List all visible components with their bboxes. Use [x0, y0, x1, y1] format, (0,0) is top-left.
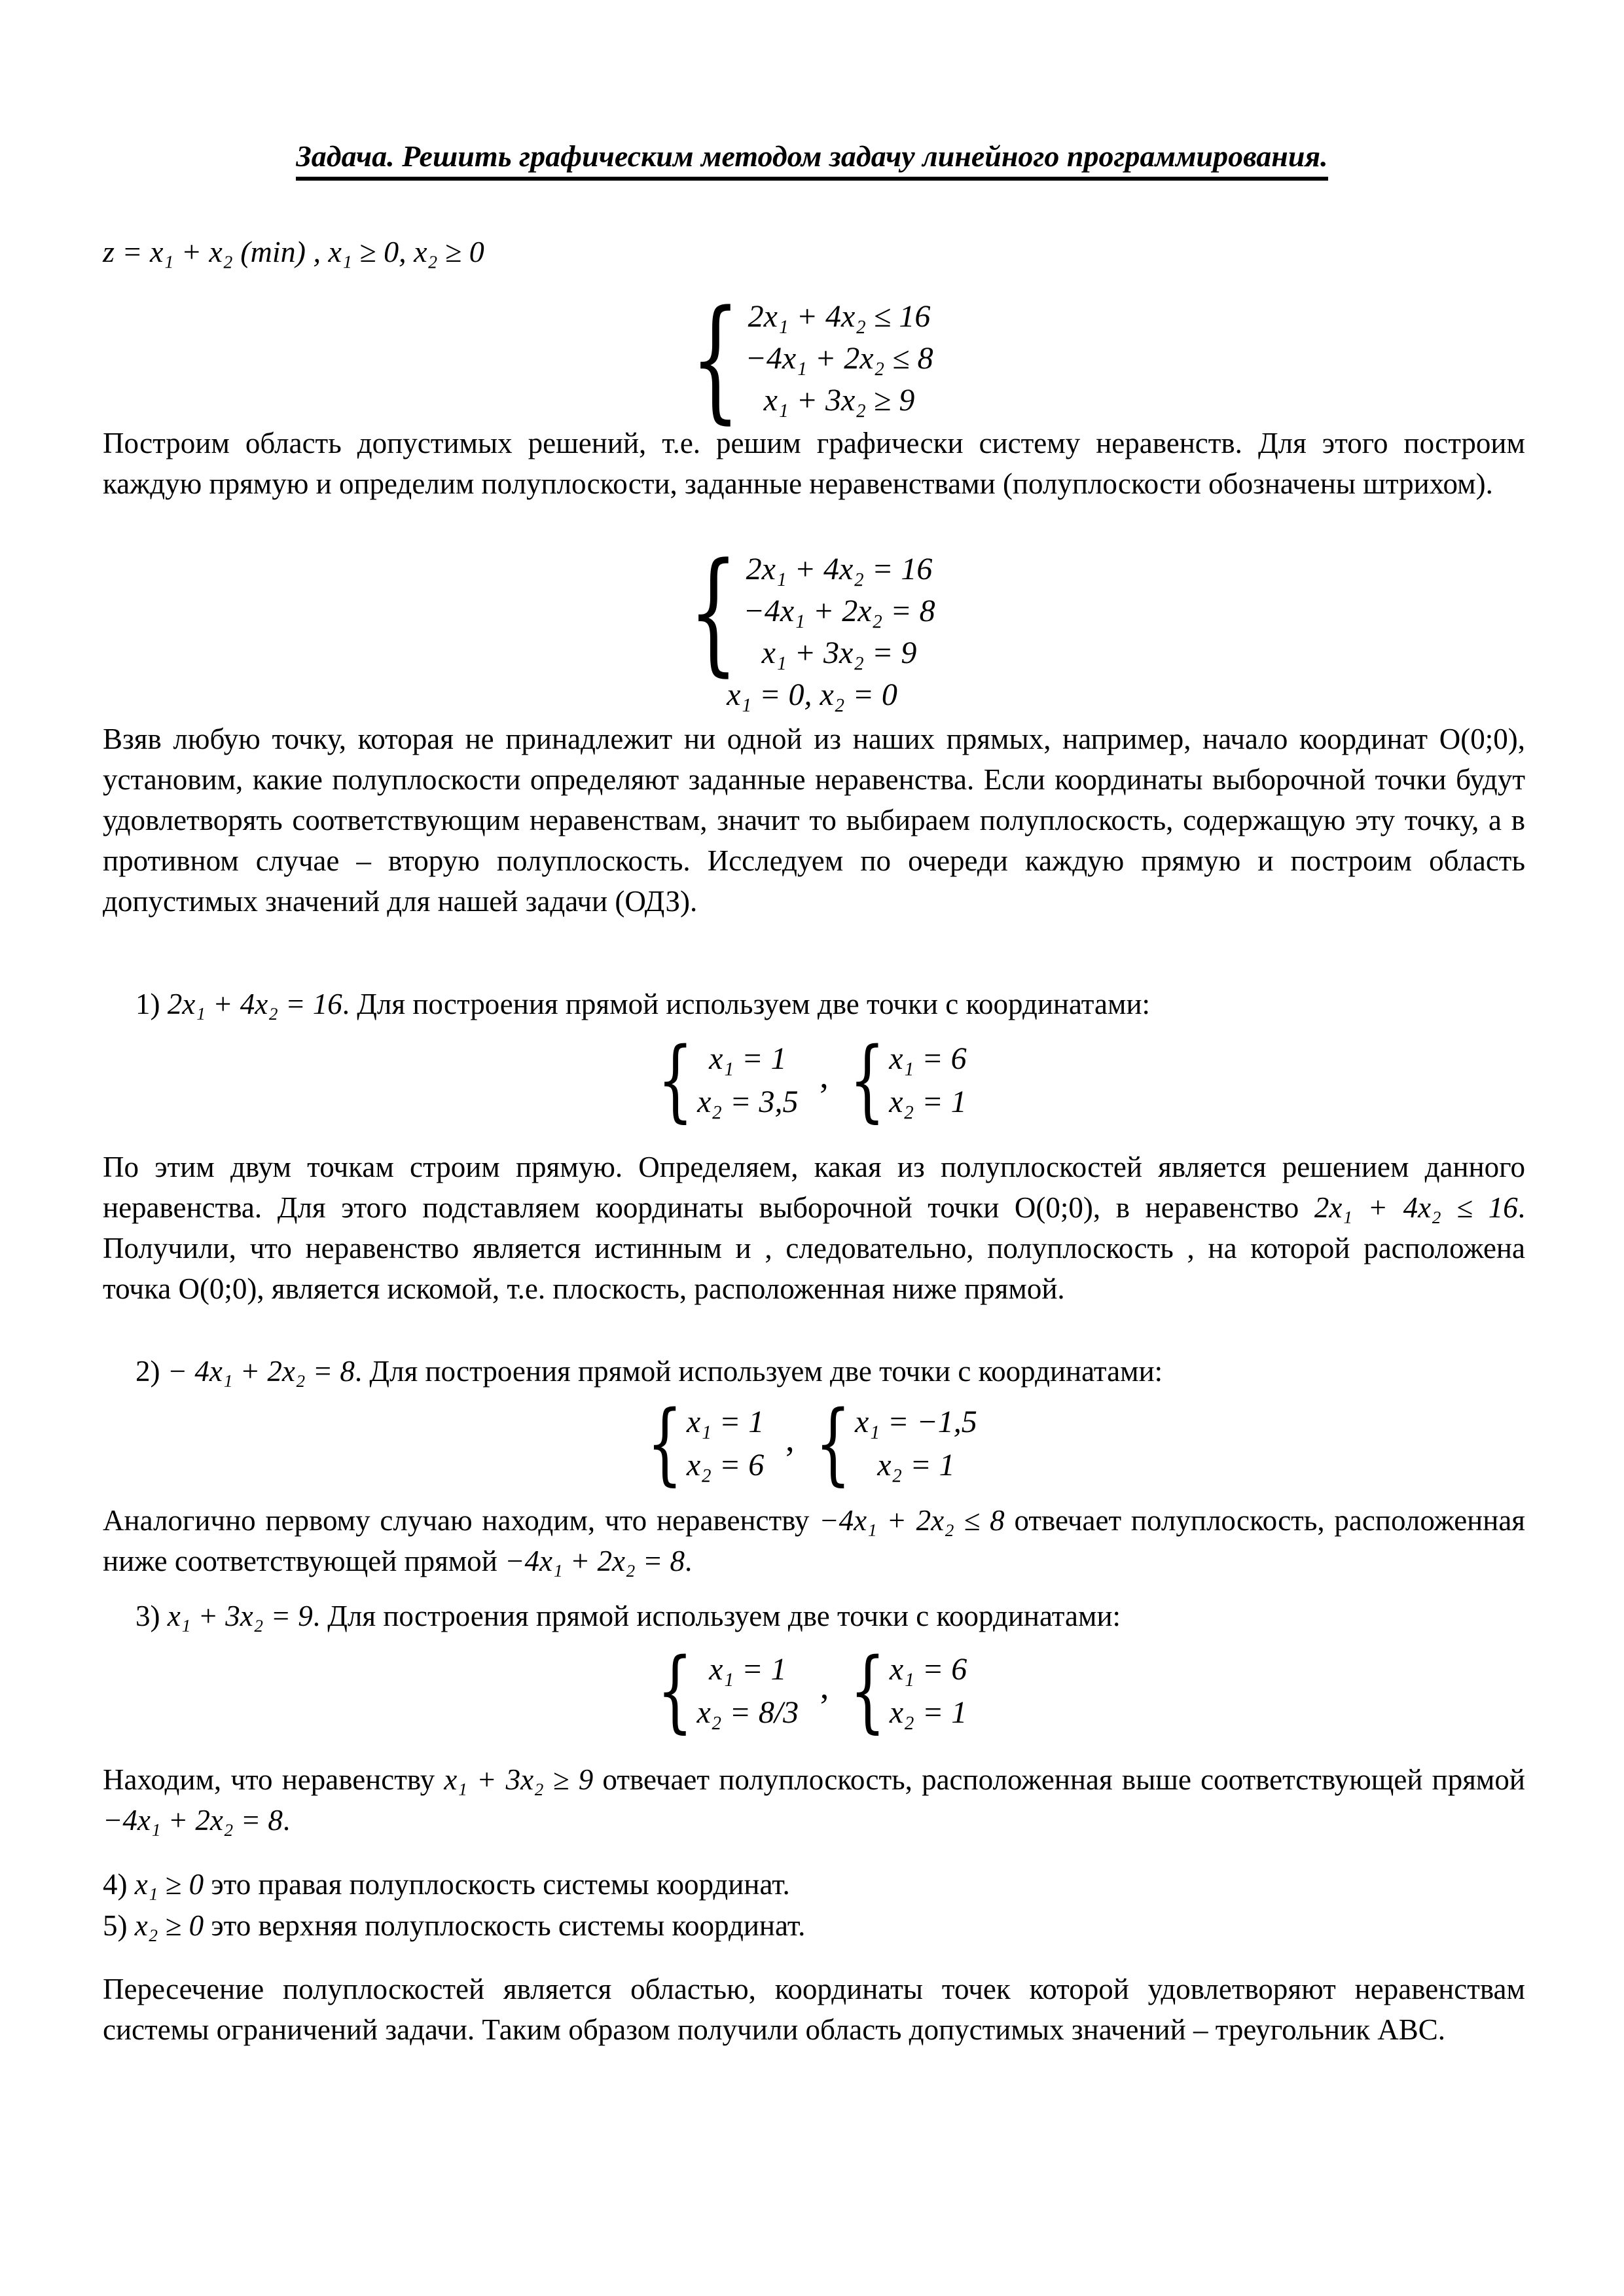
equality-system: [0, 533, 1624, 716]
points-system-1: [0, 1029, 1624, 1132]
points-system-3-right: [850, 1640, 967, 1743]
points-system-1-left: [657, 1029, 799, 1132]
inequality-1: 2x₁ + 4x₂ ≤ 16: [748, 299, 931, 334]
equality-system-row: [689, 533, 935, 689]
paragraph-line2-analysis: Аналогично первому случаю находим, что неравенству −4x₁ + 2x₂ ≤ 8 отвечает полуплоскость, расположенная ниже соответствующей прямой −4x₁ + 2x₂ = 8.: [103, 1504, 1526, 1577]
point-coordinate: x₁ = 1: [686, 1405, 765, 1439]
paragraph-build-region: Построим область допустимых решений, т.е. решим графически систему неравенств. Для этого построим каждую прямую и определим полуплоскости, заданные неравенствами (полуплоскости обозначены штрихом).: [103, 427, 1525, 500]
paragraph-line3-analysis: Находим, что неравенству x₁ + 3x₂ ≥ 9 отвечает полуплоскость, расположенная выше соответствующей прямой −4x₁ + 2x₂ = 8.: [103, 1763, 1525, 1837]
inequality-system-lines: [745, 296, 933, 422]
point-coordinate: x₁ = 1: [709, 1652, 787, 1687]
page-title: [0, 139, 1624, 173]
paragraph-line1-analysis: По этим двум точкам строим прямую. Определяем, какая из полуплоскостей является решением данного неравенства. Для этого подставляем координаты выборочной точки О(0;0), в неравенство 2x₁ + 4x₂ ≤ 16. Получили, что неравенство является истинным и , следовательно, полуплоскость , на которой расположена точка О(0;0), является искомой, т.е. плоскость, расположенная ниже прямой.: [103, 1151, 1525, 1305]
points-system-2-right-lines: [855, 1401, 977, 1487]
point-coordinate: x₁ = 6: [889, 1041, 967, 1076]
point-coordinate: x₁ = −1,5: [855, 1405, 977, 1439]
points-system-2-left-lines: [687, 1401, 764, 1487]
points-separator: ’: [784, 1439, 796, 1479]
equation-2: −4x₁ + 2x₂ = 8: [743, 594, 935, 628]
points-system-3: [0, 1640, 1624, 1743]
curly-brace-icon: {: [850, 1640, 886, 1743]
axes-equations: x₁ = 0, x₂ = 0: [727, 677, 897, 712]
points-separator: ’: [818, 1076, 830, 1115]
points-system-1-left-lines: [697, 1037, 798, 1124]
points-system-3-left: [657, 1640, 799, 1743]
paragraph-intersection: Пересечение полуплоскостей является областью, координаты точек которой удовлетворяют неравенствам системы ограничений задачи. Таким образом получили область допустимых значений – треугольник АВС.: [103, 1973, 1525, 2046]
point-coordinate: x₁ = 6: [889, 1652, 967, 1687]
curly-brace-icon: {: [689, 533, 738, 689]
step-4-line: 4) x₁ ≥ 0 это правая полуплоскость системы координат.: [103, 1868, 790, 1901]
objective-function: z = x₁ + x₂ (min) , x₁ ≥ 0, x₂ ≥ 0: [103, 235, 484, 268]
point-coordinate: x₂ = 6: [686, 1448, 765, 1482]
step-1-heading: 1) 2x₁ + 4x₂ = 16. Для построения прямой используем две точки с координатами:: [135, 988, 1151, 1020]
points-system-3-right-lines: [890, 1648, 967, 1734]
curly-brace-icon: {: [657, 1640, 693, 1743]
points-system-2-right: [815, 1392, 977, 1496]
step-2-heading: 2) − 4x₁ + 2x₂ = 8. Для построения прямой используем две точки с координатами:: [135, 1355, 1163, 1388]
points-system-1-right-lines: [889, 1037, 966, 1124]
step-3-heading: 3) x₁ + 3x₂ = 9. Для построения прямой используем две точки с координатами:: [135, 1600, 1121, 1632]
point-coordinate: x₂ = 8/3: [696, 1695, 799, 1730]
points-system-3-left-lines: [696, 1648, 799, 1734]
inequality-3: x₁ + 3x₂ ≥ 9: [763, 383, 915, 418]
points-system-2-left: [647, 1392, 765, 1496]
point-coordinate: x₁ = 1: [709, 1041, 787, 1076]
equation-1: 2x₁ + 4x₂ = 16: [746, 552, 933, 586]
page-title-text: Задача. Решить графическим методом задачу линейного программирования.: [296, 139, 1327, 181]
step-5-line: 5) x₂ ≥ 0 это верхняя полуплоскость системы координат.: [103, 1909, 806, 1942]
curly-brace-icon: {: [657, 1029, 694, 1132]
curly-brace-icon: {: [647, 1392, 683, 1496]
point-coordinate: x₂ = 1: [877, 1448, 955, 1482]
curly-brace-icon: {: [815, 1392, 852, 1496]
paragraph-sample-point: Взяв любую точку, которая не принадлежит ни одной из наших прямых, например, начало координат О(0;0), установим, какие полуплоскости определяют заданные неравенства. Если координаты выборочной точки будут удовлетворять соответствующим неравенствам, значит то выбираем полуплоскость, содержащую эту точку, а в противном случае – вторую полуплоскость. Исследуем по очереди каждую прямую и построим область допустимых значений для нашей задачи (ОДЗ).: [103, 723, 1525, 918]
point-coordinate: x₂ = 1: [889, 1085, 967, 1119]
equation-3: x₁ + 3x₂ = 9: [761, 636, 917, 670]
curly-brace-icon: {: [691, 281, 740, 437]
inequality-2: −4x₁ + 2x₂ ≤ 8: [745, 341, 933, 376]
curly-brace-icon: {: [849, 1029, 886, 1132]
point-coordinate: x₂ = 3,5: [697, 1085, 799, 1119]
equality-system-lines: [743, 548, 935, 674]
inequality-system: [0, 281, 1624, 437]
points-system-2: [0, 1392, 1624, 1496]
points-system-1-right: [849, 1029, 967, 1132]
points-separator: ’: [818, 1687, 831, 1726]
point-coordinate: x₂ = 1: [889, 1695, 967, 1730]
inequality-system-row: [691, 281, 933, 437]
